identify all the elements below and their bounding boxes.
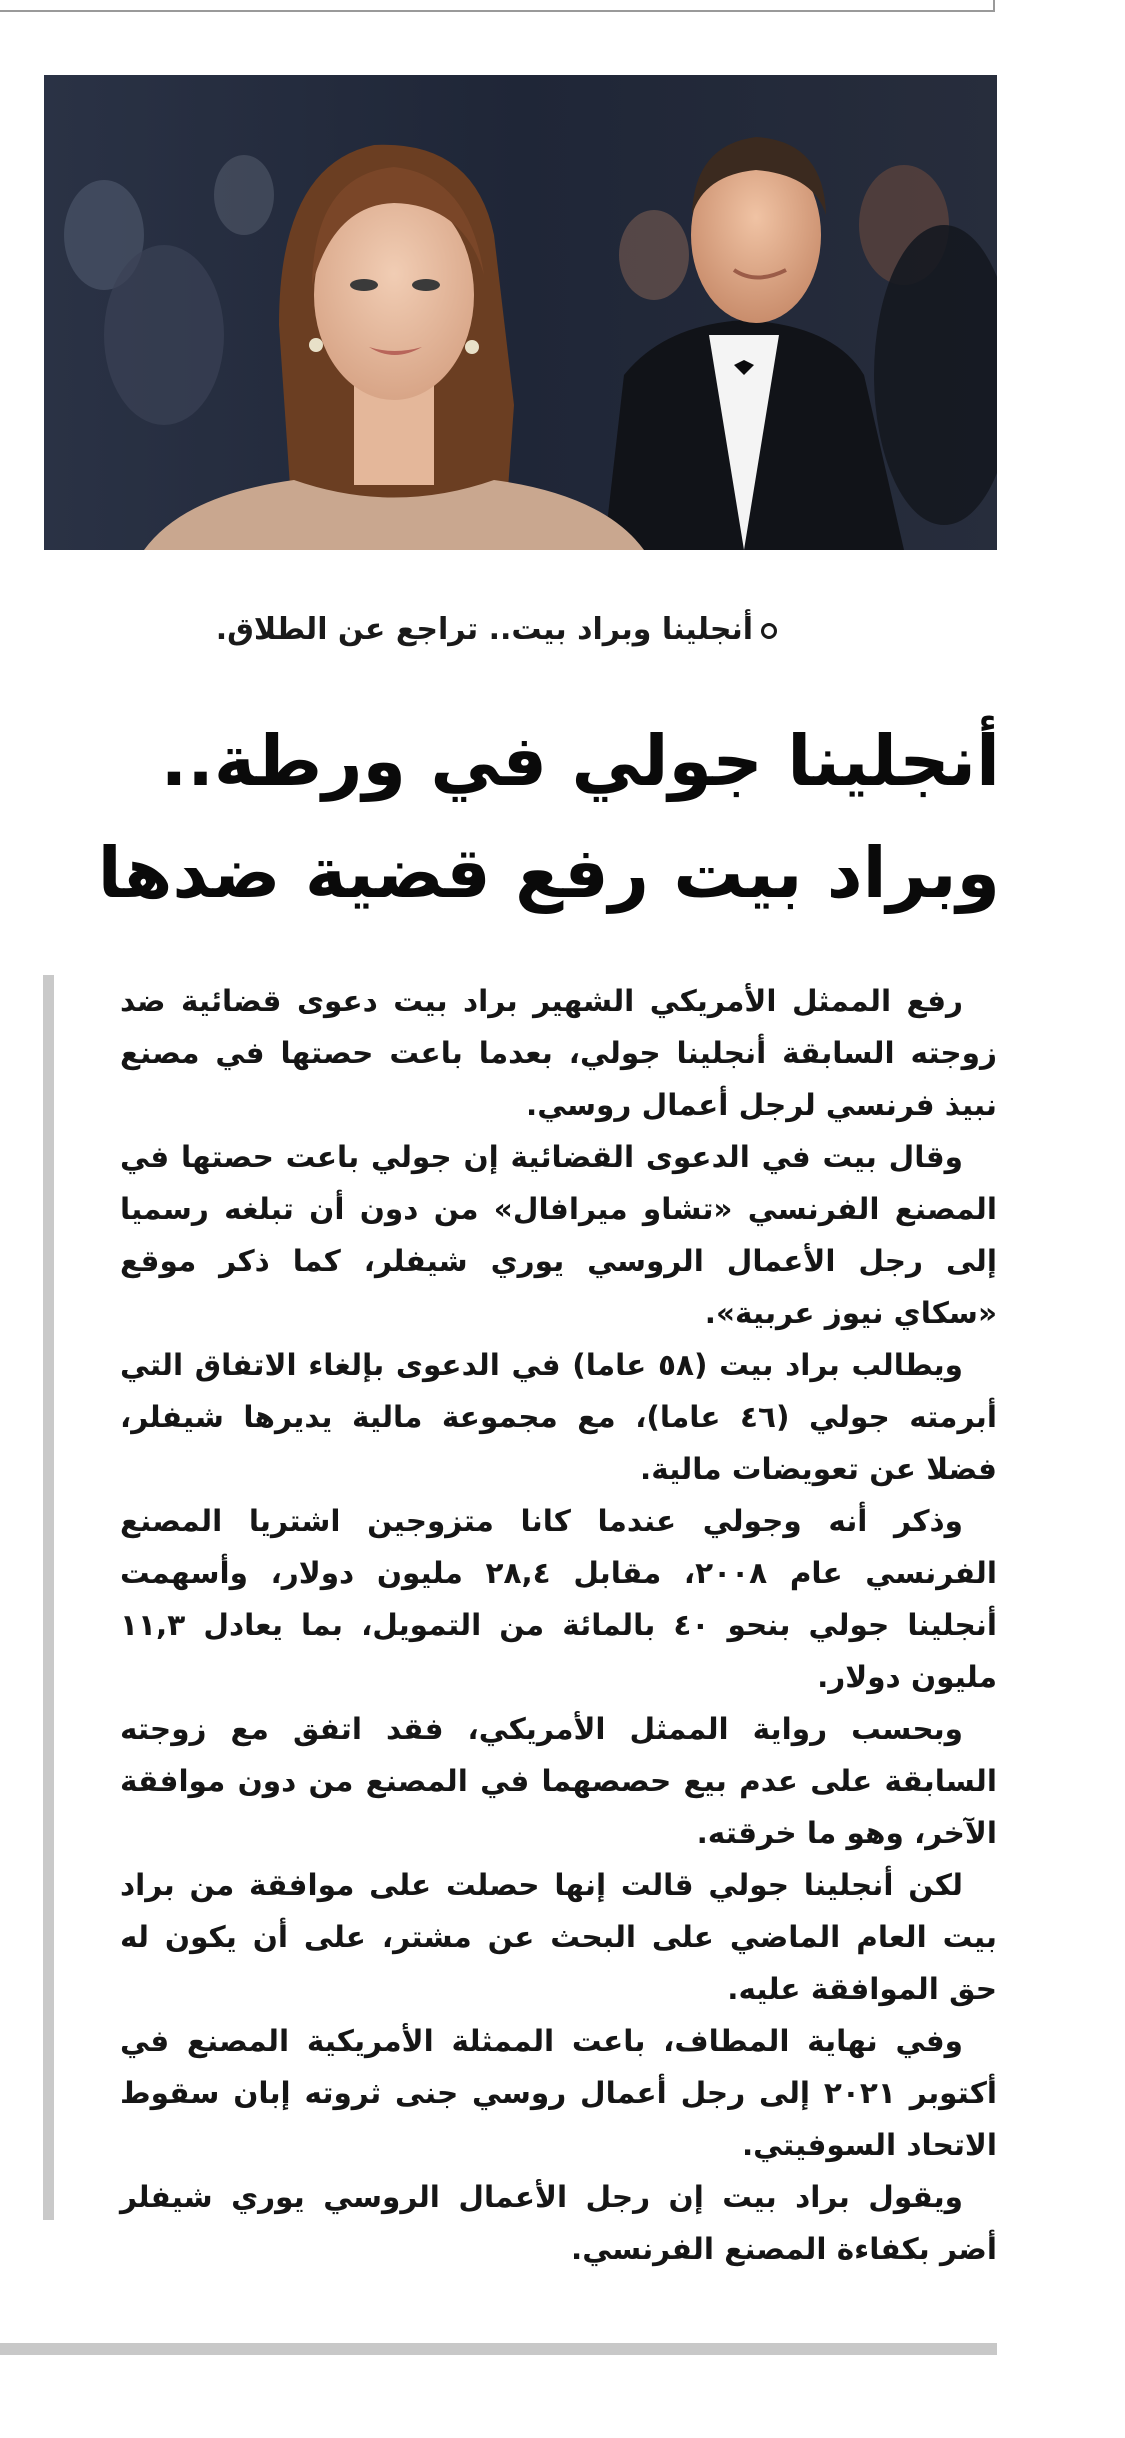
photo-illustration — [44, 75, 997, 550]
top-frame-border — [0, 0, 995, 12]
article-paragraph: رفع الممثل الأمريكي الشهير براد بيت دعوى قضائية ضد زوجته السابقة أنجلينا جولي، بعدما باعت حصتها في مصنع نبيذ فرنسي لرجل أعمال روسي. — [120, 984, 997, 1122]
bottom-rule — [0, 2343, 997, 2355]
article-paragraph: ويقول براد بيت إن رجل الأعمال الروسي يوري شيفلر أضر بكفاءة المصنع الفرنسي. — [120, 2180, 997, 2266]
article-paragraph: وبحسب رواية الممثل الأمريكي، فقد اتفق مع زوجته السابقة على عدم بيع حصصهما في المصنع من دون موافقة الآخر، وهو ما خرقته. — [120, 1712, 997, 1850]
headline-line-2: وبراد بيت رفع قضية ضدها — [97, 832, 1000, 914]
article-paragraph: وقال بيت في الدعوى القضائية إن جولي باعت حصتها في المصنع الفرنسي «تشاو ميرافال» من دون أن تبلغه رسميا إلى رجل الأعمال الروسي يوري شيفلر، كما ذكر موقع «سكاي نيوز عربية». — [120, 1140, 997, 1330]
headline-line-1: أنجلينا جولي في ورطة.. — [160, 720, 1000, 802]
article-paragraph: وذكر أنه وجولي عندما كانا متزوجين اشتريا المصنع الفرنسي عام ٢٠٠٨، مقابل ٢٨,٤ مليون دولار، وأسهمت أنجلينا جولي بنحو ٤٠ بالمائة من التمويل، بما يعادل ١١,٣ مليون دولار. — [120, 1504, 998, 1694]
article-paragraph: وفي نهاية المطاف، باعت الممثلة الأمريكية المصنع في أكتوبر ٢٠٢١ إلى رجل أعمال روسي جنى ثروته إبان سقوط الاتحاد السوفيتي. — [120, 2024, 997, 2162]
photo-caption — [217, 612, 777, 647]
article-paragraph: ويطالب براد بيت (٥٨ عاما) في الدعوى بإلغاء الاتفاق التي أبرمته جولي (٤٦ عاما)، مع مجموعة مالية يديرها شيفلر، فضلا عن تعويضات مالية. — [120, 1348, 997, 1486]
article-paragraph: لكن أنجلينا جولي قالت إنها حصلت على موافقة من براد بيت العام الماضي على البحث عن مشتر، على أن يكون له حق الموافقة عليه. — [120, 1868, 997, 2006]
article-side-bar — [43, 975, 54, 2220]
article-body — [120, 975, 997, 2275]
caption-text: أنجلينا وبراد بيت.. تراجع عن الطلاق. — [215, 612, 753, 647]
caption-bullet-icon — [761, 623, 777, 639]
headline — [40, 705, 1000, 929]
article-photo — [44, 75, 997, 550]
